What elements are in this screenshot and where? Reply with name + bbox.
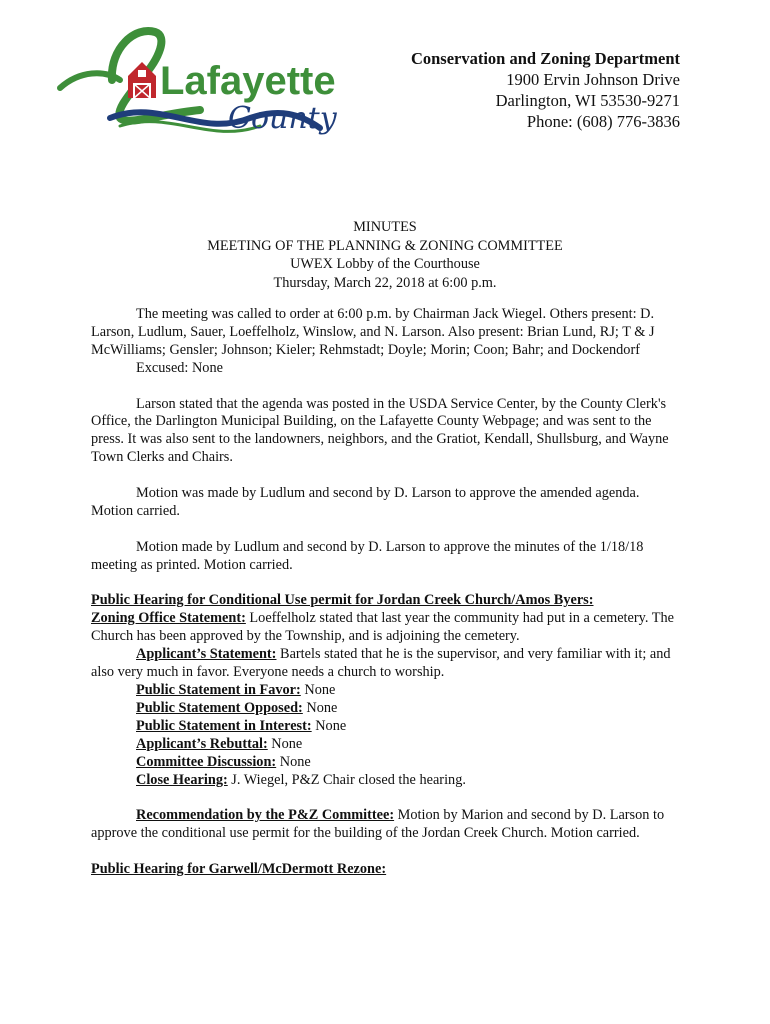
call-to-order-text: The meeting was called to order at 6:00 p.m. by Chairman Jack Wiegel. Others present: D. Larson, Ludlum, Sauer, Loeffelholz, Winslow, and N. Larson. Also present: Brian Lund, RJ; T & J McWilliams; Gensler; Johnson; Kieler; Rehmstadt; Doyle; Morin; Coon; Bahr; and Dockendorf bbox=[91, 306, 655, 358]
public-favor-label: Public Statement in Favor: bbox=[136, 681, 301, 698]
committee-discussion-text: None bbox=[276, 753, 311, 770]
zoning-statement-text: Loeffelholz stated that last year the community had put in a cemetery. The Church has been approved by the Township, and is adjoining the cemetery. bbox=[91, 610, 674, 645]
public-opposed-text: None bbox=[302, 699, 338, 716]
applicant-statement bbox=[91, 646, 681, 682]
address-line-2: Darlington, WI 53530-9271 bbox=[495, 91, 680, 110]
excused-text: Excused: None bbox=[136, 359, 223, 376]
hearing-title-jordan-creek: Public Hearing for Conditional Use permit for Jordan Creek Church/Amos Byers: bbox=[91, 592, 594, 609]
hearing-section-jordan-creek bbox=[91, 592, 681, 878]
applicant-rebuttal bbox=[91, 736, 681, 754]
applicant-rebuttal-text: None bbox=[267, 735, 303, 752]
department-name: Conservation and Zoning Department bbox=[410, 49, 680, 68]
spacer bbox=[91, 789, 681, 807]
logo-graphic bbox=[50, 18, 340, 148]
heading-location: UWEX Lobby of the Courthouse bbox=[290, 256, 480, 272]
heading-meeting: MEETING OF THE PLANNING & ZONING COMMITTEE bbox=[207, 237, 563, 254]
public-opposed-label: Public Statement Opposed: bbox=[136, 699, 303, 716]
paragraph-motion-agenda: Motion was made by Ludlum and second by D. Larson to approve the amended agenda. Motion carried. bbox=[91, 485, 640, 519]
department-address-block bbox=[411, 48, 680, 132]
committee-recommendation bbox=[91, 807, 681, 843]
committee-discussion bbox=[91, 754, 681, 772]
zoning-statement-label: Zoning Office Statement: bbox=[91, 610, 246, 627]
spacer bbox=[91, 843, 681, 861]
close-hearing bbox=[91, 772, 681, 790]
heading-minutes: MINUTES bbox=[353, 219, 417, 235]
paragraph-call-to-order bbox=[91, 306, 681, 378]
logo-word-lafayette: Lafayette bbox=[160, 59, 336, 103]
paragraph-agenda-posted: Larson stated that the agenda was posted in the USDA Service Center, by the County Clerk's Office, the Darlington Municipal Building, on the Lafayette County Webpage; and was sent to the press. It was also sent to the landowners, neighbors, and the Gratiot, Kendall, Shullsburg, and Wayne Town Clerks and Chairs. bbox=[91, 395, 669, 466]
close-hearing-text: J. Wiegel, P&Z Chair closed the hearing. bbox=[227, 771, 466, 788]
public-interest-text: None bbox=[311, 717, 347, 734]
recommendation-text: Motion by Marion and second by D. Larson to approve the conditional use permit for the building of the Jordan Creek Church. Motion carried. bbox=[91, 807, 665, 842]
logo-word-county: County bbox=[228, 101, 337, 136]
applicant-statement-label: Applicant’s Statement: bbox=[136, 646, 277, 663]
public-favor bbox=[91, 682, 681, 700]
address-line-1: 1900 Ervin Johnson Drive bbox=[506, 70, 680, 89]
hearing-title-garwell: Public Hearing for Garwell/McDermott Rezone: bbox=[91, 861, 387, 877]
zoning-office-statement bbox=[91, 610, 681, 646]
committee-discussion-label: Committee Discussion: bbox=[136, 753, 277, 770]
public-interest bbox=[91, 718, 681, 736]
paragraph-motion-minutes: Motion made by Ludlum and second by D. Larson to approve the minutes of the 1/18/18 meeting as printed. Motion carried. bbox=[91, 538, 644, 573]
applicant-rebuttal-label: Applicant’s Rebuttal: bbox=[136, 735, 268, 752]
heading-date: Thursday, March 22, 2018 at 6:00 p.m. bbox=[273, 274, 497, 291]
public-opposed bbox=[91, 700, 681, 718]
minutes-heading bbox=[0, 218, 770, 292]
close-hearing-label: Close Hearing: bbox=[136, 771, 228, 788]
phone-number: Phone: (608) 776-3836 bbox=[526, 112, 680, 131]
public-interest-label: Public Statement in Interest: bbox=[136, 717, 312, 734]
applicant-statement-text: Bartels stated that he is the supervisor, and very familiar with it; and also very much in favor. Everyone needs a church to worship. bbox=[91, 646, 671, 681]
minutes-body bbox=[91, 306, 681, 879]
recommendation-label: Recommendation by the P&Z Committee: bbox=[136, 807, 395, 824]
public-favor-text: None bbox=[300, 681, 336, 698]
lafayette-county-logo bbox=[50, 18, 340, 148]
